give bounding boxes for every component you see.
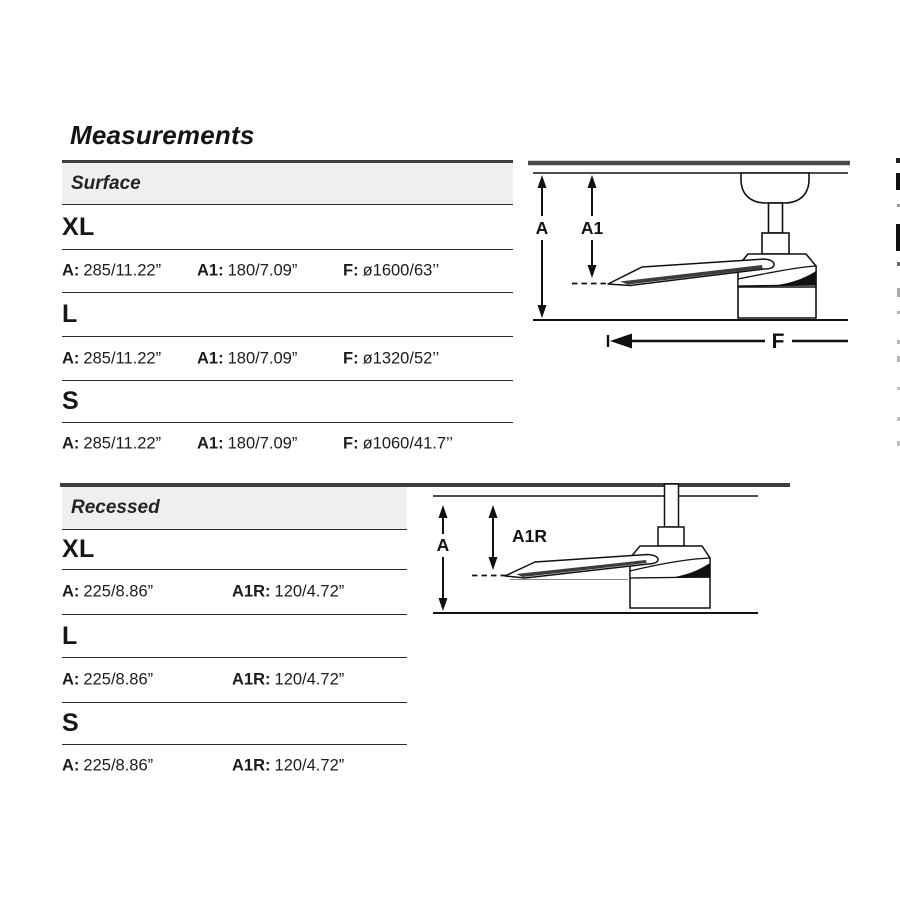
fan-illustration [630,484,710,608]
dim-f: F: ø1320/52’’ [343,349,440,367]
surface-dims-s [62,423,513,465]
downrod [665,484,679,527]
dim-a: A: 225/8.86” [62,756,154,775]
canopy [741,173,809,203]
fan-illustration [738,173,816,318]
rod-collar [762,233,789,254]
recessed-dims-s [62,745,407,787]
dim-a: A: 225/8.86” [62,582,154,601]
dim-a1: A1: 180/7.09” [197,261,298,280]
surface-dims-xl [62,250,513,293]
recessed-size-l: L [62,615,407,658]
dim-a: A: 225/8.86” [62,670,154,689]
dim-a1: A1: 180/7.09” [197,434,298,453]
recessed-dims-xl [62,570,407,615]
dim-a1r: A1R: 120/4.72” [232,670,345,689]
recessed-table-header: Recessed [62,487,407,530]
label-a: A [436,535,450,555]
dimension-arrow-a [436,505,450,611]
recessed-mount-diagram [430,480,762,620]
dim-a1r: A1R: 120/4.72” [232,756,345,775]
rod-collar [658,527,684,546]
surface-size-s: S [62,381,513,423]
downrod [769,203,783,233]
dim-a: A: 285/11.22” [62,261,162,280]
surface-size-l: L [62,293,513,337]
dim-f: F: ø1060/41.7’’ [343,434,454,453]
page-title: Measurements [70,120,255,150]
recessed-dims-l [62,658,407,703]
surface-dims-l [62,337,513,381]
dimension-arrow-a [535,175,549,318]
dimension-arrow-f [608,334,848,349]
dimension-arrow-a1r [489,505,498,570]
label-a1r: A1R [512,526,548,546]
recessed-table [62,487,407,787]
surface-size-xl: XL [62,205,513,250]
surface-table [62,160,513,465]
label-a1: A1 [580,218,604,238]
label-f: F [771,330,785,353]
cropped-edge-fragment [896,173,900,190]
dim-f: F: ø1600/63’’ [343,261,440,280]
cropped-edge-fragment [896,224,900,251]
dim-a: A: 285/11.22” [62,349,162,367]
cropped-edge-fragment [896,158,900,163]
recessed-size-s: S [62,703,407,745]
surface-mount-diagram [528,155,850,360]
dim-a1r: A1R: 120/4.72” [232,582,345,601]
dim-a: A: 285/11.22” [62,434,162,453]
surface-table-header: Surface [62,160,513,205]
recessed-size-xl: XL [62,530,407,570]
dim-a1: A1: 180/7.09” [197,349,298,367]
label-a: A [535,218,549,238]
